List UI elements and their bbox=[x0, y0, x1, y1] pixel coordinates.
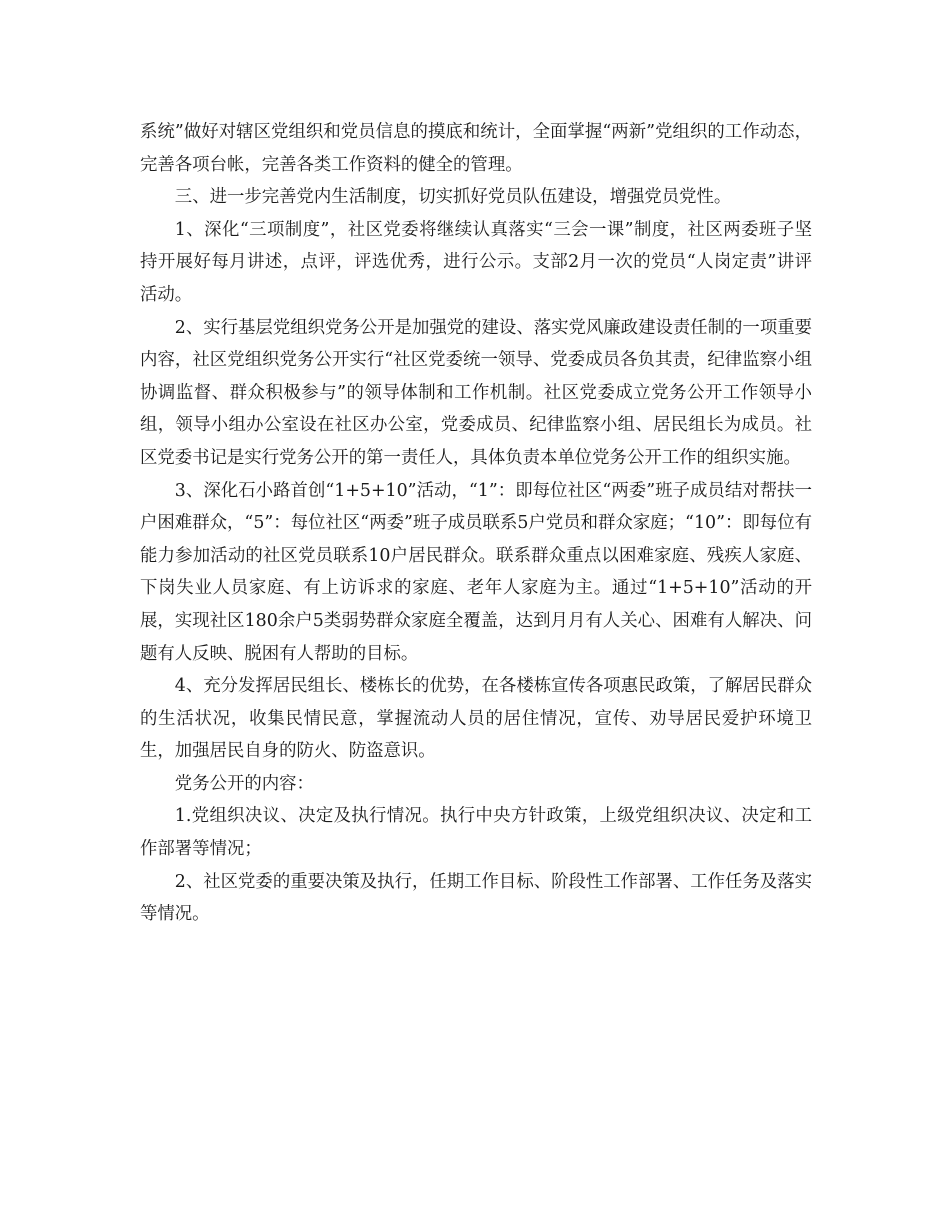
paragraph-8: 1.党组织决议、决定及执行情况。执行中央方针政策，上级党组织决议、决定和工作部署等情况； bbox=[140, 806, 812, 860]
paragraph-1: 系统”做好对辖区党组织和党员信息的摸底和统计，全面掌握“两新”党组织的工作动态，完善各项台帐，完善各类工作资料的健全的管理。 bbox=[140, 122, 812, 175]
paragraph-5: 3、深化石小路首创“1+5+10”活动，“1”：即每位社区“两委”班子成员结对帮扶一户困难群众，“5”：每位社区“两委”班子成员联系5户党员和群众家庭；“10”：即每位有能力参加活动的社区党员联系10户居民群众。联系群众重点以困难家庭、残疾人家庭、下岗失业人员家庭、有上访诉求的家庭、老年人家庭为主。通过“1+5+10”活动的开展，实现社区180余户5类弱势群众家庭全覆盖，达到月月有人关心、困难有人解决、问题有人反映、脱困有人帮助的目标。 bbox=[140, 480, 812, 664]
paragraph-2-heading: 三、进一步完善党内生活制度，切实抓好党员队伍建设，增强党员党性。 bbox=[174, 187, 732, 208]
paragraph-6: 4、充分发挥居民组长、楼栋长的优势，在各楼栋宣传各项惠民政策，了解居民群众的生活状况，收集民情民意，掌握流动人员的居住情况，宣传、劝导居民爱护环境卫生，加强居民自身的防火、防盗意识。 bbox=[140, 676, 812, 762]
paragraph-3: 1、深化“三项制度”，社区党委将继续认真落实“三会一课”制度，社区两委班子坚持开展好每月讲述，点评，评选优秀，进行公示。支部2月一次的党员“人岗定责”讲评活动。 bbox=[140, 219, 812, 305]
paragraph-7-subheading: 党务公开的内容： bbox=[174, 773, 314, 794]
document-body bbox=[140, 116, 812, 931]
paragraph-4: 2、实行基层党组织党务公开是加强党的建设、落实党风廉政建设责任制的一项重要内容，社区党组织党务公开实行“社区党委统一领导、党委成员各负其责，纪律监察小组协调监督、群众积极参与”的领导体制和工作机制。社区党委成立党务公开工作领导小组，领导小组办公室设在社区办公室，党委成员、纪律监察小组、居民组长为成员。社区党委书记是实行党务公开的第一责任人，具体负责本单位党务公开工作的组织实施。 bbox=[140, 317, 812, 468]
paragraph-9: 2、社区党委的重要决策及执行，任期工作目标、阶段性工作部署、工作任务及落实等情况。 bbox=[140, 871, 812, 925]
